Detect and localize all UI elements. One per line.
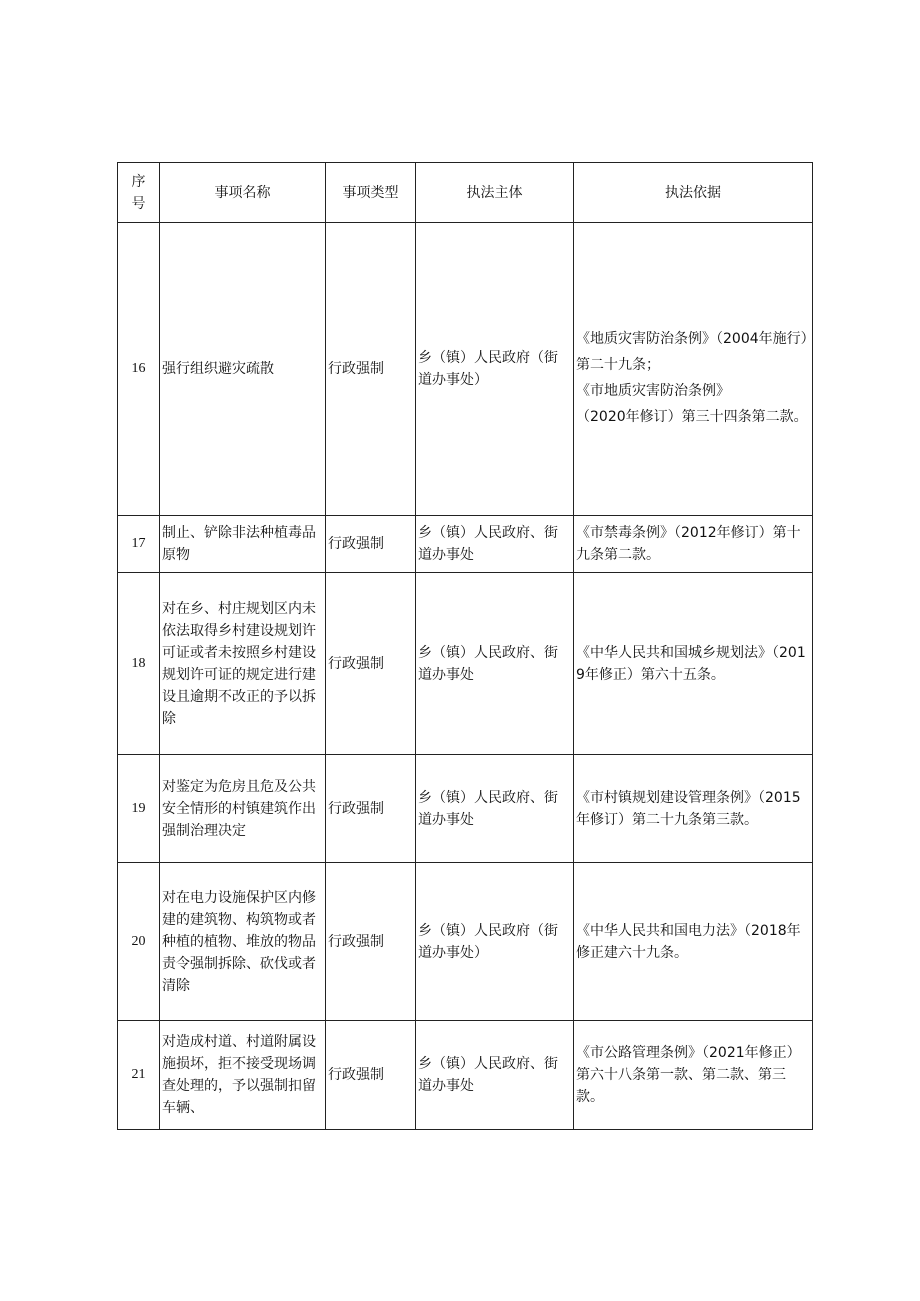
enforcement-items-table bbox=[117, 162, 813, 1130]
table-row bbox=[118, 755, 813, 863]
row-item-name: 对在电力设施保护区内修建的建筑物、构筑物或者种植的植物、堆放的物品责令强制拆除、砍伐或者清除 bbox=[160, 863, 326, 1021]
row-item-type: 行政强制 bbox=[326, 755, 416, 863]
row-enforcement-body: 乡（镇）人民政府、街道办事处 bbox=[416, 755, 574, 863]
row-number: 20 bbox=[118, 863, 160, 1021]
header-enforcement-body: 执法主体 bbox=[416, 163, 574, 223]
table-row bbox=[118, 573, 813, 755]
row-legal-basis: 《地质灾害防治条例》（2004年施行）第二十九条； 《市地质灾害防治条例》 （2020年修订）第三十四条第二款。 bbox=[574, 223, 813, 516]
row-item-type: 行政强制 bbox=[326, 1021, 416, 1130]
header-item-name: 事项名称 bbox=[160, 163, 326, 223]
header-legal-basis: 执法依据 bbox=[574, 163, 813, 223]
row-number: 17 bbox=[118, 516, 160, 573]
row-legal-basis: 《市公路管理条例》（2021年修正）第六十八条第一款、第二款、第三款。 bbox=[574, 1021, 813, 1130]
row-legal-basis: 《中华人民共和国电力法》（2018年修正建六十九条。 bbox=[574, 863, 813, 1021]
row-item-name: 强行组织避灾疏散 bbox=[160, 223, 326, 516]
table-header-row bbox=[118, 163, 813, 223]
row-number: 19 bbox=[118, 755, 160, 863]
row-item-name: 对造成村道、村道附属设施损坏，拒不接受现场调查处理的，予以强制扣留车辆、 bbox=[160, 1021, 326, 1130]
row-item-type: 行政强制 bbox=[326, 516, 416, 573]
row-item-name: 对鉴定为危房且危及公共安全情形的村镇建筑作出强制治理决定 bbox=[160, 755, 326, 863]
header-item-type: 事项类型 bbox=[326, 163, 416, 223]
header-serial-number: 序 号 bbox=[118, 163, 160, 223]
table-row bbox=[118, 863, 813, 1021]
row-enforcement-body: 乡（镇）人民政府、街道办事处 bbox=[416, 516, 574, 573]
row-item-type: 行政强制 bbox=[326, 863, 416, 1021]
table-row bbox=[118, 1021, 813, 1130]
row-enforcement-body: 乡（镇）人民政府（街道办事处） bbox=[416, 863, 574, 1021]
row-enforcement-body: 乡（镇）人民政府、街道办事处 bbox=[416, 1021, 574, 1130]
row-item-type: 行政强制 bbox=[326, 223, 416, 516]
row-item-name: 对在乡、村庄规划区内未依法取得乡村建设规划许可证或者未按照乡村建设规划许可证的规定进行建设且逾期不改正的予以拆除 bbox=[160, 573, 326, 755]
table-row bbox=[118, 223, 813, 516]
row-legal-basis: 《市禁毒条例》（2012年修订）第十九条第二款。 bbox=[574, 516, 813, 573]
row-legal-basis: 《市村镇规划建设管理条例》（2015年修订）第二十九条第三款。 bbox=[574, 755, 813, 863]
row-enforcement-body: 乡（镇）人民政府、街道办事处 bbox=[416, 573, 574, 755]
row-item-type: 行政强制 bbox=[326, 573, 416, 755]
row-number: 16 bbox=[118, 223, 160, 516]
row-number: 21 bbox=[118, 1021, 160, 1130]
row-enforcement-body: 乡（镇）人民政府（街道办事处） bbox=[416, 223, 574, 516]
row-legal-basis: 《中华人民共和国城乡规划法》（2019年修正）第六十五条。 bbox=[574, 573, 813, 755]
table-row bbox=[118, 516, 813, 573]
row-number: 18 bbox=[118, 573, 160, 755]
row-item-name: 制止、铲除非法种植毒品原物 bbox=[160, 516, 326, 573]
